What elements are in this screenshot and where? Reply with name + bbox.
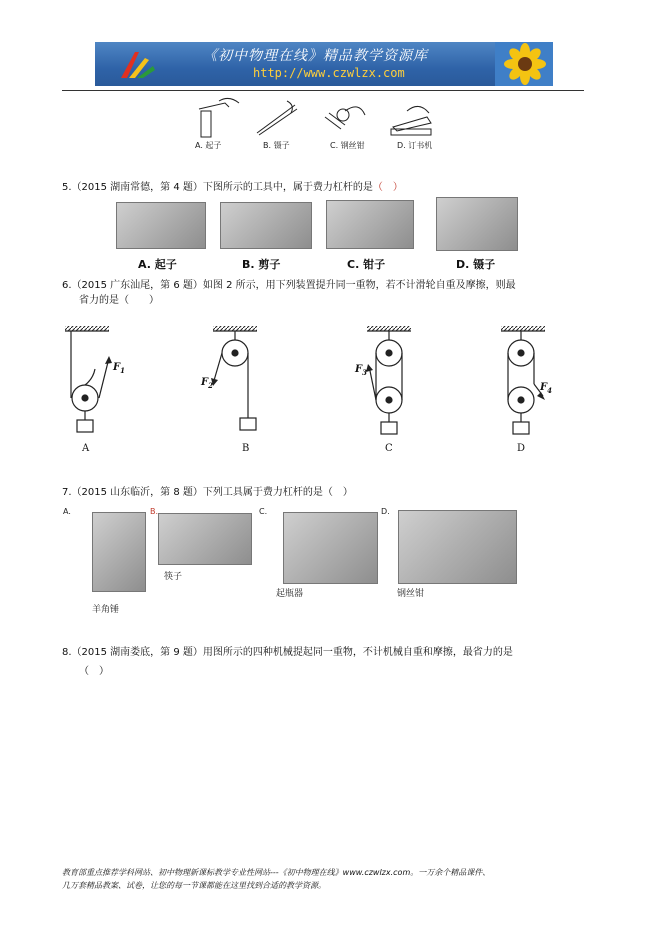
q6-line2: 省力的是（ ） <box>79 295 159 306</box>
q6-line1: 6.（2015 广东汕尾，第 6 题）如图 2 所示，用下列装置提升同一重物，若不计滑轮自重及摩擦，则最 <box>62 280 516 291</box>
figure-letter-d: D <box>517 443 526 454</box>
q7-letter-c: C. <box>259 507 268 516</box>
q7-letter-d: D. <box>381 507 390 516</box>
pulley-c <box>367 326 411 434</box>
q8-line1: 8.（2015 湖南娄底，第 9 题）用图所示的四种机械提起同一重物，不计机械自重和摩擦，最省力的是 <box>62 647 513 658</box>
q4-option-a: A. 起子 <box>195 141 222 150</box>
footer-line1: 教育部重点推荐学科网站、初中物理新课标教学专业性网站---《初中物理在线》www.czwlzx.com。一万余个精品课件、 <box>62 868 491 877</box>
q4-option-b: B. 镊子 <box>263 141 290 150</box>
q7-letter-b: B. <box>150 507 159 516</box>
pulley-d <box>501 326 545 434</box>
force-label-a: $F_1$ <box>113 362 125 375</box>
figure-letter-c: C <box>385 443 393 454</box>
q5-photo-b <box>220 202 312 249</box>
q7-photo-bottle-opener <box>283 512 378 584</box>
q7-photo-hammer <box>92 512 146 592</box>
q5-text: 5.（2015 湖南常德，第 4 题）下图所示的工具中，属于费力杠杆的是 <box>62 182 373 193</box>
header-title: 《初中物理在线》精品教学资源库 <box>203 48 428 64</box>
q7-letter-a: A. <box>63 507 71 516</box>
q5-photo-d <box>436 197 518 251</box>
pulley-b <box>213 326 257 430</box>
q7-photo-chopsticks <box>158 513 252 565</box>
pulley-a <box>65 326 109 432</box>
figure-letter-a: A <box>82 443 90 454</box>
header-url[interactable]: http://www.czwlzx.com <box>253 66 405 80</box>
sunflower-icon <box>495 42 553 86</box>
q5-option-a: A. 起子 <box>138 258 177 271</box>
q7-label-pliers: 钢丝钳 <box>397 589 425 599</box>
q7-label-bottle-opener: 起瓶器 <box>276 589 304 599</box>
q4-tools-figure <box>195 95 445 140</box>
q5-photo-a <box>116 202 206 249</box>
q8-line2: （ ） <box>79 666 109 677</box>
q4-option-c: C. 钢丝钳 <box>330 141 365 150</box>
footer-line2: 几万套精品教案、试卷，让您的每一节课都能在这里找到合适的教学资源。 <box>62 881 326 890</box>
force-label-c: $F_3$ <box>355 364 367 377</box>
q7-stem: 7.（2015 山东临沂，第 8 题）下列工具属于费力杠杆的是（ ） <box>62 487 353 498</box>
q5-answer-blank: （ ） <box>372 182 403 193</box>
q7-photo-pliers <box>398 510 517 584</box>
force-label-b: $F_2$ <box>201 377 213 390</box>
header-banner <box>95 42 553 86</box>
header-rule <box>62 90 584 91</box>
q4-option-d: D. 订书机 <box>397 141 433 150</box>
q5-option-c: C. 钳子 <box>347 258 386 271</box>
q5-option-d: D. 镊子 <box>456 258 496 271</box>
q7-label-hammer: 羊角锤 <box>92 605 120 615</box>
logo-icon <box>115 48 159 82</box>
force-label-d: $F_4$ <box>540 382 552 395</box>
q5-option-b: B. 剪子 <box>242 258 281 271</box>
q7-label-chopsticks: 筷子 <box>164 572 183 582</box>
q5-photo-c <box>326 200 414 249</box>
figure-letter-b: B <box>242 443 250 454</box>
q6-pulley-figure <box>55 320 555 460</box>
q5-stem <box>62 180 403 195</box>
